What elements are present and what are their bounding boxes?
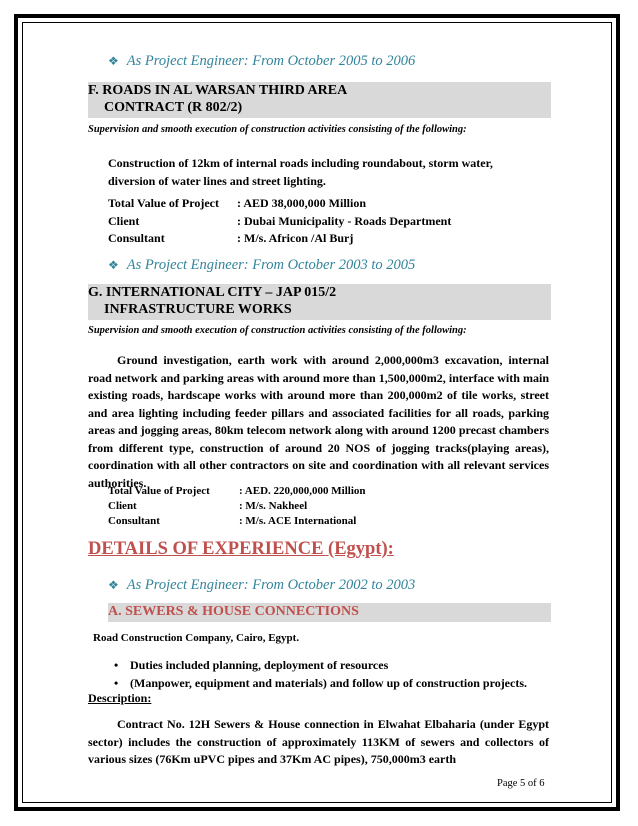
heading-line-1: A. SEWERS & HOUSE CONNECTIONS [108, 604, 359, 619]
detail-row: Total Value of Project : AED 38,000,000 Million [108, 196, 367, 210]
heading-line-2: INFRASTRUCTURE WORKS [104, 302, 292, 317]
heading-line-1: G. INTERNATIONAL CITY – JAP 015/2 [88, 285, 337, 300]
detail-row: Client : Dubai Municipality - Roads Department [108, 213, 452, 228]
detail-row: Total Value of Project : AED. 220,000,000 Million [108, 485, 366, 497]
supervision-note: Supervision and smooth execution of construction activities consisting of the following: [88, 325, 467, 336]
project-description: Contract No. 12H Sewers & House connection in Elwahat Elbaharia (under Egypt sector) includes the construction of approximately 113KM of sewers and collectors of various sizes (76Km uPVC pipes and 37Km AC pipes), 750,000m3 earth [88, 717, 549, 766]
description-label: Description: [88, 691, 152, 705]
list-item: • Duties included planning, deployment of resources [108, 657, 558, 675]
heading-line-1: F. ROADS IN AL WARSAN THIRD AREA [88, 83, 348, 98]
section-heading-g [88, 284, 551, 320]
project-role-line: ❖ As Project Engineer: From October 2002 to 2003 [108, 577, 416, 593]
project-role-line: ❖ As Project Engineer: From October 2005 to 2006 [108, 53, 416, 69]
detail-row: Consultant : M/s. ACE International [108, 515, 357, 527]
supervision-note: Supervision and smooth execution of construction activities consisting of the following: [88, 124, 467, 135]
heading-line-2: CONTRACT (R 802/2) [104, 100, 243, 115]
section-heading-sewers [108, 603, 551, 622]
diamond-bullet-icon: ❖ [108, 578, 119, 592]
list-item: • (Manpower, equipment and materials) and follow up of construction projects. [108, 675, 558, 693]
project-description: Construction of 12km of internal roads including roundabout, storm water, diversion of water lines and street lighting. [108, 156, 493, 188]
project-details [108, 195, 548, 248]
project-role-line: ❖ As Project Engineer: From October 2003 to 2005 [108, 257, 416, 273]
project-details [108, 484, 548, 529]
detail-row: Client : M/s. Nakheel [108, 500, 308, 512]
duties-list [108, 657, 558, 692]
diamond-bullet-icon: ❖ [108, 54, 119, 68]
section-heading-f [88, 82, 551, 118]
diamond-bullet-icon: ❖ [108, 258, 119, 272]
experience-egypt-title: DETAILS OF EXPERIENCE (Egypt): [88, 539, 394, 559]
project-description: Ground investigation, earth work with around 2,000,000m3 excavation, internal road network and parking areas with around more than 1,500,000m2, interface with main existing roads, hardscape works with around more than 200,000m2 of tile works, street and area lighting including feeder pillars and associated facilities for all roads, parking areas and jogging areas, 80km telecom network along with around 1200 precast chambers from different type, construction of around 20 NOS of jogging tracks(playing areas), coordination with all other contractors on site and coordination with all relevant services authorities. [88, 353, 549, 490]
page-number: Page 5 of 6 [497, 778, 545, 789]
company-line: Road Construction Company, Cairo, Egypt. [93, 632, 300, 644]
detail-row: Consultant : M/s. Africon /Al Burj [108, 231, 354, 245]
